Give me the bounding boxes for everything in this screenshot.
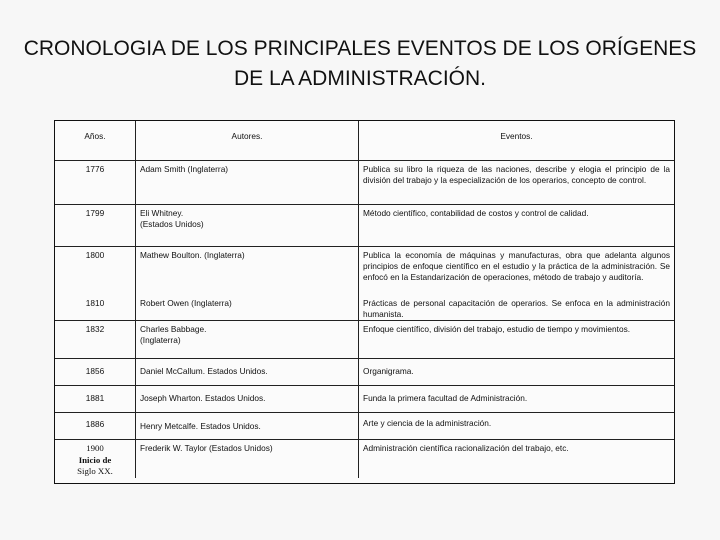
event-cell: Arte y ciencia de la administración. (359, 413, 675, 440)
year-cell: 1799 (55, 205, 136, 247)
year-cell: 1800 (55, 247, 136, 295)
author-cell (136, 321, 359, 359)
event-cell: Publica la economía de máquinas y manufacturas, obra que adelanta algunos principios de enfoque científico en el estudio y la práctica de la administración. Se enfocó en la Estandarización de operaciones, método de trabajo y auditoría. (363, 250, 670, 283)
table-row (55, 440, 674, 478)
event-cell: Funda la primera facultad de Administración. (359, 386, 675, 413)
title-line-2: DE LA ADMINISTRACIÓN. (233, 67, 487, 90)
author-cell: Joseph Wharton. Estados Unidos. (136, 386, 359, 413)
year-cell: 1776 (55, 161, 136, 205)
event-cell: Publica su libro la riqueza de las naciones, describe y elogia el principio de la división del trabajo y la especialización de los operarios, concepto de control. (359, 161, 675, 205)
year-cell: 1856 (55, 359, 136, 386)
table-row (55, 295, 674, 321)
table-row (55, 161, 674, 205)
page-title (20, 34, 700, 94)
year-cell: 1886 (55, 413, 136, 440)
header-event: Eventos. (359, 121, 675, 161)
chronology-table (54, 120, 675, 484)
year-line: Siglo XX. (77, 466, 113, 476)
table-row (55, 359, 674, 386)
table-row (55, 205, 674, 247)
year-cell: 1810 (55, 295, 136, 321)
year-line: 1900 (86, 443, 104, 453)
author-cell: Henry Metcalfe. Estados Unidos. (136, 413, 359, 440)
author-line: Eli Whitney. (140, 208, 184, 218)
author-cell (136, 205, 359, 247)
table-row (55, 386, 674, 413)
header-author: Autores. (136, 121, 359, 161)
author-cell: Daniel McCallum. Estados Unidos. (136, 359, 359, 386)
year-cell (55, 440, 136, 478)
author-cell: Robert Owen (Inglaterra) (136, 295, 359, 321)
table-row (55, 413, 674, 440)
title-line-1: CRONOLOGIA DE LOS PRINCIPALES EVENTOS DE LOS ORÍGENES (23, 37, 697, 60)
author-cell: Adam Smith (Inglaterra) (136, 161, 359, 205)
event-cell: Prácticas de personal capacitación de operarios. Se enfoca en la administración humanista. (359, 295, 675, 321)
table-row (55, 247, 674, 295)
table-row (55, 321, 674, 359)
author-cell: Frederik W. Taylor (Estados Unidos) (136, 440, 359, 478)
author-line: (Inglaterra) (140, 335, 181, 346)
year-line: Inicio de (78, 454, 112, 465)
author-cell: Mathew Boulton. (Inglaterra) (136, 247, 359, 295)
event-cell: Enfoque científico, división del trabajo, estudio de tiempo y movimientos. (359, 321, 675, 359)
author-line: (Estados Unidos) (140, 219, 204, 230)
table-header-row (55, 121, 674, 161)
header-year: Años. (55, 121, 136, 161)
year-cell: 1881 (55, 386, 136, 413)
event-cell: Método científico, contabilidad de costos y control de calidad. (359, 205, 675, 247)
year-cell: 1832 (55, 321, 136, 359)
author-line: Charles Babbage. (140, 324, 207, 334)
event-cell: Administración científica racionalización del trabajo, etc. (363, 443, 569, 453)
event-cell: Organigrama. (359, 359, 675, 386)
